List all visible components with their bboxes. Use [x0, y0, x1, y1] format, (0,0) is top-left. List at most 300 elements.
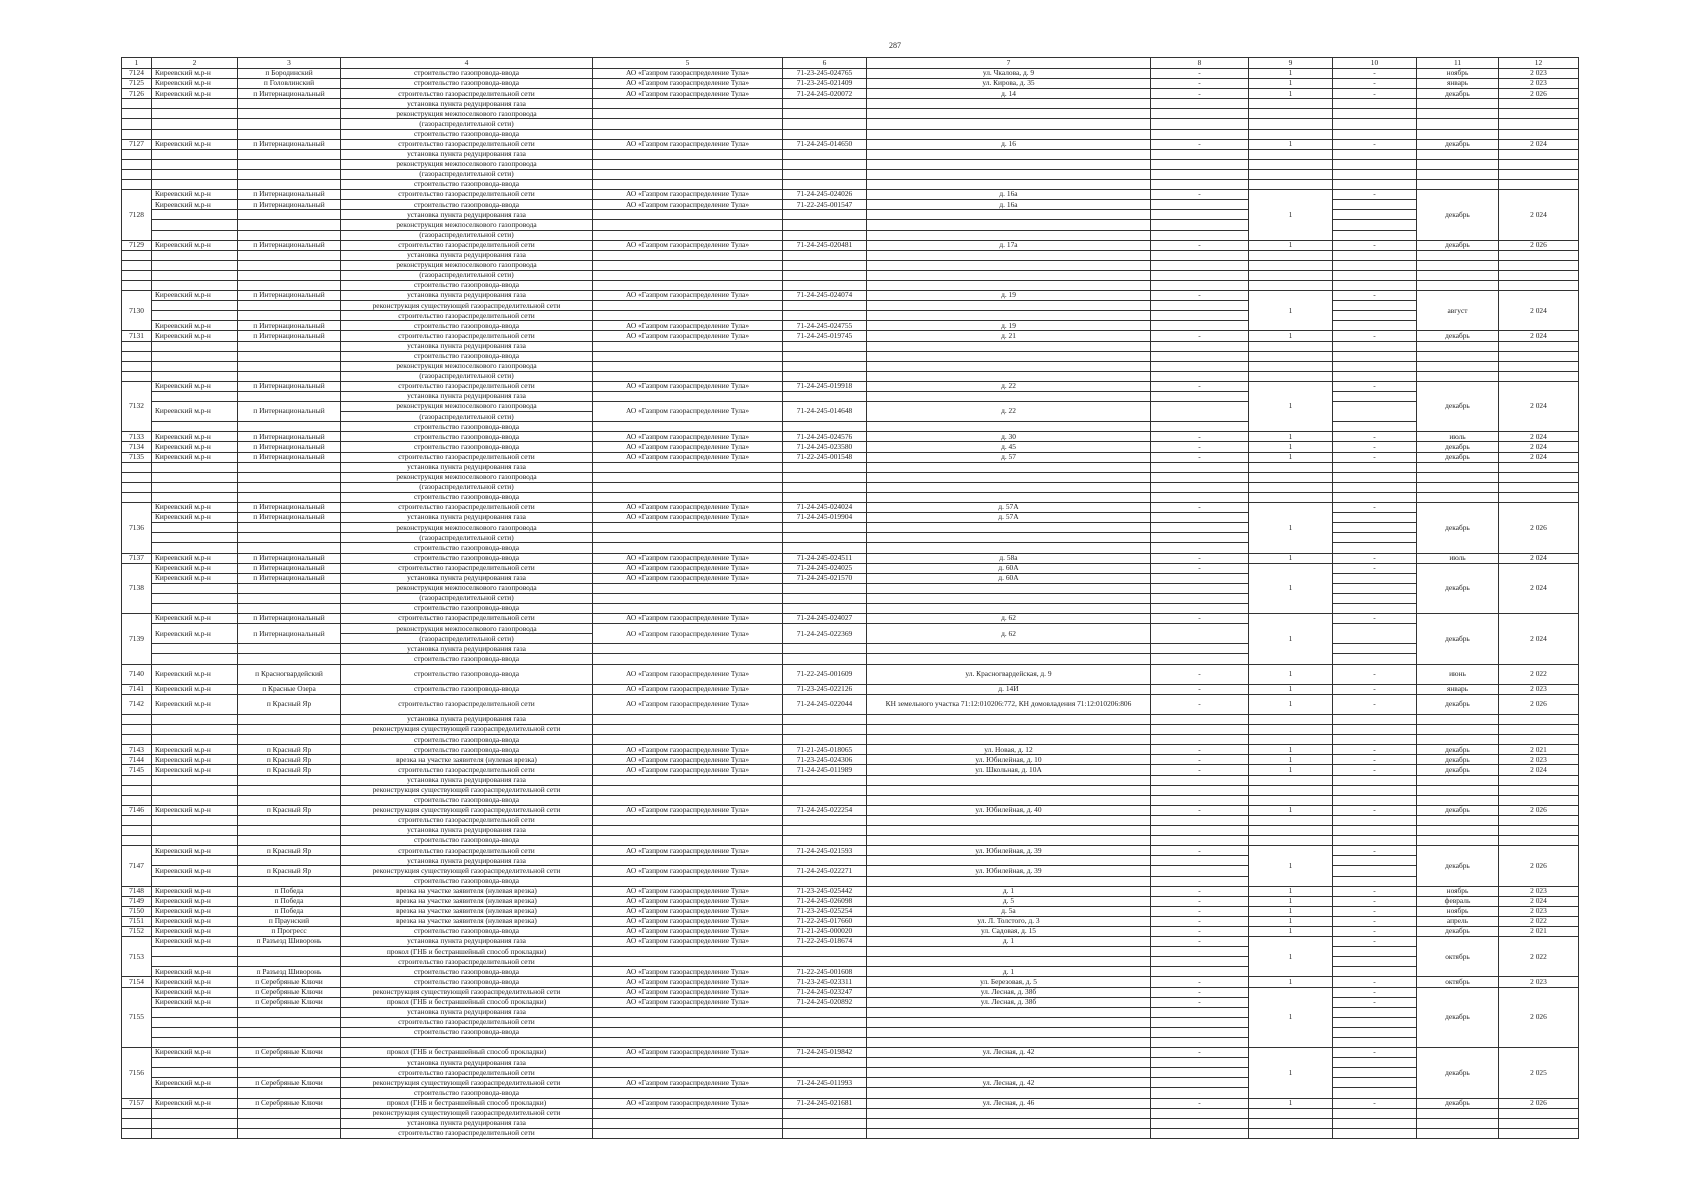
table-row [122, 240, 1579, 250]
table-cell: установка пункта редуцирования газа [341, 99, 593, 109]
table-row [122, 472, 1579, 482]
table-cell [238, 280, 341, 290]
table-cell: декабрь [1417, 987, 1499, 1048]
table-cell: АО «Газпром газораспределение Тула» [593, 977, 783, 987]
table-cell [867, 1118, 1151, 1128]
table-cell: Киреевский м.р-н [152, 755, 238, 765]
table-cell [1151, 876, 1249, 886]
table-cell: АО «Газпром газораспределение Тула» [593, 805, 783, 815]
table-cell [122, 371, 152, 381]
table-cell [783, 775, 867, 785]
table-cell: 2 023 [1499, 684, 1579, 694]
table-cell [593, 462, 783, 472]
table-cell: АО «Газпром газораспределение Тула» [593, 664, 783, 684]
table-cell: - [1333, 442, 1417, 452]
table-cell [783, 119, 867, 129]
table-cell: д. 14 [867, 89, 1151, 99]
table-row [122, 1068, 1579, 1078]
table-cell: - [1333, 997, 1417, 1007]
table-cell [238, 1108, 341, 1118]
table-cell [593, 1027, 783, 1037]
table-cell [152, 149, 238, 159]
table-cell [783, 361, 867, 371]
table-cell: 7133 [122, 432, 152, 442]
table-cell: Киреевский м.р-н [152, 200, 238, 210]
table-cell: Киреевский м.р-н [152, 79, 238, 89]
table-row [122, 159, 1579, 169]
table-cell [238, 836, 341, 846]
table-cell [1151, 99, 1249, 109]
table-cell [1499, 795, 1579, 805]
table-cell [1249, 280, 1333, 290]
table-cell [152, 856, 238, 866]
table-cell: строительство газопровода-ввода [341, 735, 593, 745]
table-row [122, 815, 1579, 825]
table-cell [593, 947, 783, 957]
table-cell: декабрь [1417, 442, 1499, 452]
table-row [122, 967, 1579, 977]
table-row [122, 513, 1579, 523]
table-cell [1333, 1108, 1417, 1118]
table-cell [152, 301, 238, 311]
table-cell: АО «Газпром газораспределение Тула» [593, 1048, 783, 1058]
table-row [122, 896, 1579, 906]
table-cell [1151, 1078, 1249, 1088]
table-cell: д. 1 [867, 886, 1151, 896]
table-cell [783, 1088, 867, 1098]
table-cell [238, 533, 341, 543]
table-cell: - [1151, 381, 1249, 391]
table-cell: строительство газопровода-ввода [341, 543, 593, 553]
table-cell [122, 715, 152, 725]
table-cell: реконструкция существующей газораспределительной сети [341, 805, 593, 815]
table-cell: АО «Газпром газораспределение Тула» [593, 614, 783, 624]
table-cell [238, 735, 341, 745]
table-cell [783, 250, 867, 260]
table-cell [1249, 725, 1333, 735]
table-cell [122, 99, 152, 109]
table-cell: - [1333, 977, 1417, 987]
table-cell [1249, 270, 1333, 280]
table-cell [867, 301, 1151, 311]
table-cell [867, 957, 1151, 967]
table-cell: строительство газопровода-ввода [341, 422, 593, 432]
table-cell: строительство газопровода-ввода [341, 79, 593, 89]
table-row [122, 977, 1579, 987]
table-cell: строительство газораспределительной сети [341, 452, 593, 462]
table-cell [152, 392, 238, 402]
table-row [122, 392, 1579, 402]
table-cell [1151, 644, 1249, 654]
table-cell: 2 024 [1499, 190, 1579, 240]
table-cell: - [1151, 89, 1249, 99]
table-cell: п Интернациональный [238, 513, 341, 523]
table-cell [238, 230, 341, 240]
table-cell: Киреевский м.р-н [152, 805, 238, 815]
table-cell [1151, 280, 1249, 290]
table-row [122, 523, 1579, 533]
table-cell [1249, 1118, 1333, 1128]
table-cell: 2 023 [1499, 886, 1579, 896]
table-row [122, 1098, 1579, 1108]
table-cell [1499, 815, 1579, 825]
table-cell: 1 [1249, 896, 1333, 906]
table-cell: 2 023 [1499, 755, 1579, 765]
table-cell: строительство газораспределительной сети [341, 331, 593, 341]
table-cell [1151, 230, 1249, 240]
table-row [122, 99, 1579, 109]
table-cell [238, 210, 341, 220]
table-cell [1417, 715, 1499, 725]
table-cell [1333, 715, 1417, 725]
table-cell: - [1333, 614, 1417, 624]
table-cell [1333, 523, 1417, 533]
table-cell [152, 260, 238, 270]
table-cell [1333, 200, 1417, 210]
table-cell [867, 392, 1151, 402]
table-cell [593, 361, 783, 371]
table-cell: п Победа [238, 896, 341, 906]
table-cell [1333, 1017, 1417, 1027]
table-cell: - [1333, 381, 1417, 391]
table-cell [238, 785, 341, 795]
table-cell [867, 856, 1151, 866]
table-cell [867, 1088, 1151, 1098]
table-cell: д. 19 [867, 291, 1151, 301]
table-cell [238, 1017, 341, 1027]
table-cell [238, 149, 341, 159]
table-cell: Киреевский м.р-н [152, 402, 238, 422]
table-row [122, 190, 1579, 200]
table-cell [593, 109, 783, 119]
table-cell [238, 815, 341, 825]
table-cell: ул. Лесная, д. 42 [867, 1078, 1151, 1088]
table-cell [593, 1088, 783, 1098]
table-cell [1151, 624, 1249, 644]
table-cell [1417, 462, 1499, 472]
table-cell: АО «Газпром газораспределение Тула» [593, 563, 783, 573]
table-row [122, 715, 1579, 725]
table-row [122, 947, 1579, 957]
table-cell [1417, 826, 1499, 836]
table-cell [593, 1118, 783, 1128]
table-cell: ул. Красногвардейская, д. 9 [867, 664, 1151, 684]
table-cell: 7151 [122, 916, 152, 926]
table-cell: д. 16а [867, 200, 1151, 210]
table-cell: Киреевский м.р-н [152, 139, 238, 149]
table-cell: - [1151, 755, 1249, 765]
table-cell [1333, 654, 1417, 664]
table-cell [1249, 129, 1333, 139]
table-cell: Киреевский м.р-н [152, 926, 238, 936]
table-cell [783, 593, 867, 603]
table-cell [867, 270, 1151, 280]
table-row [122, 846, 1579, 856]
table-cell: реконструкция существующей газораспределительной сети [341, 866, 593, 876]
table-cell: - [1333, 1048, 1417, 1058]
table-cell [152, 1038, 238, 1048]
table-cell [783, 230, 867, 240]
table-cell: 1 [1249, 745, 1333, 755]
table-cell: Киреевский м.р-н [152, 684, 238, 694]
table-row [122, 1007, 1579, 1017]
table-cell: Киреевский м.р-н [152, 967, 238, 977]
table-cell [152, 270, 238, 280]
table-cell [593, 129, 783, 139]
table-cell [1151, 583, 1249, 593]
table-cell: 2 023 [1499, 79, 1579, 89]
table-cell: (газораспределительной сети) [341, 634, 593, 644]
table-cell [1151, 1118, 1249, 1128]
table-cell: - [1151, 896, 1249, 906]
table-cell: п Интернациональный [238, 89, 341, 99]
table-cell [152, 603, 238, 613]
table-cell: 7141 [122, 684, 152, 694]
table-cell [867, 260, 1151, 270]
table-cell [1333, 836, 1417, 846]
table-cell [867, 1068, 1151, 1078]
table-cell [152, 129, 238, 139]
table-cell [783, 260, 867, 270]
table-cell: 71-24-245-023580 [783, 442, 867, 452]
table-cell [238, 109, 341, 119]
table-cell: 71-24-245-024755 [783, 321, 867, 331]
table-cell [867, 947, 1151, 957]
table-cell [1333, 280, 1417, 290]
table-cell: 1 [1249, 684, 1333, 694]
table-cell [122, 280, 152, 290]
table-cell: 1 [1249, 331, 1333, 341]
table-cell: 71-24-245-021593 [783, 846, 867, 856]
table-cell: установка пункта редуцирования газа [341, 573, 593, 583]
table-cell [593, 856, 783, 866]
table-cell [122, 462, 152, 472]
table-cell [593, 725, 783, 735]
table-cell [783, 815, 867, 825]
table-cell: 71-24-245-019918 [783, 381, 867, 391]
table-cell [1499, 1118, 1579, 1128]
table-cell [867, 341, 1151, 351]
table-cell [1333, 119, 1417, 129]
table-cell [783, 533, 867, 543]
table-cell [1333, 169, 1417, 179]
table-cell: Киреевский м.р-н [152, 614, 238, 624]
table-cell [1417, 482, 1499, 492]
table-cell: 2 024 [1499, 765, 1579, 775]
table-cell [867, 1038, 1151, 1048]
table-cell: 1 [1249, 886, 1333, 896]
table-cell: АО «Газпром газораспределение Тула» [593, 926, 783, 936]
table-cell [152, 472, 238, 482]
table-row [122, 664, 1579, 684]
table-cell: АО «Газпром газораспределение Тула» [593, 432, 783, 442]
table-cell: строительство газопровода-ввода [341, 664, 593, 684]
table-cell [783, 1027, 867, 1037]
table-cell [122, 270, 152, 280]
table-cell: ноябрь [1417, 69, 1499, 79]
table-cell: 71-22-245-001548 [783, 452, 867, 462]
table-cell [593, 1108, 783, 1118]
table-cell: 71-23-245-024765 [783, 69, 867, 79]
table-cell: д. 57А [867, 503, 1151, 513]
table-cell: Киреевский м.р-н [152, 89, 238, 99]
table-cell: установка пункта редуцирования газа [341, 715, 593, 725]
table-cell: строительство газопровода-ввода [341, 967, 593, 977]
table-cell [152, 351, 238, 361]
table-cell [1249, 99, 1333, 109]
table-cell: Киреевский м.р-н [152, 331, 238, 341]
table-cell: строительство газопровода-ввода [341, 977, 593, 987]
table-cell [1249, 341, 1333, 351]
table-cell [1151, 725, 1249, 735]
table-cell [238, 654, 341, 664]
table-cell: прокол (ГНБ и бестраншейный способ прокладки) [341, 997, 593, 1007]
table-cell [238, 583, 341, 593]
table-row [122, 442, 1579, 452]
table-cell: - [1333, 79, 1417, 89]
table-cell: п Серебряные Ключи [238, 987, 341, 997]
table-cell: 1 [1249, 1098, 1333, 1108]
table-cell [238, 371, 341, 381]
table-cell [1249, 169, 1333, 179]
table-cell: - [1333, 563, 1417, 573]
table-cell [867, 250, 1151, 260]
table-row [122, 321, 1579, 331]
table-cell [1333, 260, 1417, 270]
table-cell [783, 957, 867, 967]
table-cell [783, 1118, 867, 1128]
table-cell: - [1151, 563, 1249, 573]
table-cell [1417, 129, 1499, 139]
table-cell [1333, 866, 1417, 876]
table-cell [1417, 169, 1499, 179]
table-cell [152, 523, 238, 533]
table-cell [1333, 876, 1417, 886]
table-body [122, 69, 1579, 1139]
table-cell: АО «Газпром газораспределение Тула» [593, 694, 783, 714]
table-cell: п Серебряные Ключи [238, 1078, 341, 1088]
table-cell: Киреевский м.р-н [152, 886, 238, 896]
table-cell: 71-24-245-019745 [783, 331, 867, 341]
table-cell [1249, 361, 1333, 371]
table-cell: - [1151, 805, 1249, 815]
table-cell: 7144 [122, 755, 152, 765]
table-cell: ноябрь [1417, 906, 1499, 916]
table-cell [1499, 775, 1579, 785]
table-cell [122, 351, 152, 361]
table-cell: 71-24-245-023247 [783, 987, 867, 997]
table-cell: - [1333, 937, 1417, 947]
table-row [122, 765, 1579, 775]
table-cell: реконструкция существующей газораспределительной сети [341, 301, 593, 311]
table-cell: АО «Газпром газораспределение Тула» [593, 139, 783, 149]
table-cell [122, 129, 152, 139]
table-cell: строительство газораспределительной сети [341, 765, 593, 775]
table-cell [593, 180, 783, 190]
table-cell [122, 826, 152, 836]
table-cell: - [1333, 331, 1417, 341]
table-cell: д. 16 [867, 139, 1151, 149]
table-cell [783, 462, 867, 472]
table-row [122, 785, 1579, 795]
table-row [122, 169, 1579, 179]
table-cell: д. 30 [867, 432, 1151, 442]
table-cell: Киреевский м.р-н [152, 240, 238, 250]
table-cell: - [1151, 69, 1249, 79]
table-cell: п Серебряные Ключи [238, 1098, 341, 1108]
table-cell: д. 57 [867, 452, 1151, 462]
table-cell [238, 725, 341, 735]
table-row [122, 755, 1579, 765]
table-cell [593, 220, 783, 230]
table-cell: п Разъезд Шиворонь [238, 967, 341, 977]
table-cell: Киреевский м.р-н [152, 906, 238, 916]
column-header-9: 9 [1249, 58, 1333, 69]
table-cell: 1 [1249, 614, 1333, 664]
table-cell [783, 392, 867, 402]
table-cell [867, 603, 1151, 613]
table-cell: д. 16а [867, 190, 1151, 200]
table-cell [783, 795, 867, 805]
table-cell [152, 725, 238, 735]
table-cell [1333, 361, 1417, 371]
table-cell [1333, 856, 1417, 866]
table-cell [593, 957, 783, 967]
table-cell [152, 119, 238, 129]
table-cell [1151, 260, 1249, 270]
table-cell [1333, 129, 1417, 139]
column-number-header-row [122, 58, 1579, 69]
table-cell [122, 836, 152, 846]
table-cell: п Интернациональный [238, 432, 341, 442]
table-cell: Киреевский м.р-н [152, 563, 238, 573]
table-cell [1151, 250, 1249, 260]
table-row [122, 1017, 1579, 1027]
table-cell: - [1333, 69, 1417, 79]
table-cell [152, 1027, 238, 1037]
table-cell [593, 523, 783, 533]
table-cell: установка пункта редуцирования газа [341, 1118, 593, 1128]
table-cell [238, 169, 341, 179]
column-header-8: 8 [1151, 58, 1249, 69]
table-cell: 7143 [122, 745, 152, 755]
table-cell [867, 311, 1151, 321]
table-cell [1499, 371, 1579, 381]
table-cell [1417, 1108, 1499, 1118]
table-cell: АО «Газпром газораспределение Тула» [593, 745, 783, 755]
table-cell [1151, 149, 1249, 159]
table-cell [1249, 351, 1333, 361]
table-cell: - [1151, 745, 1249, 755]
table-cell [1417, 1128, 1499, 1138]
table-cell: 7148 [122, 886, 152, 896]
table-row [122, 291, 1579, 301]
table-cell [1151, 301, 1249, 311]
table-cell [1249, 836, 1333, 846]
table-cell [122, 341, 152, 351]
table-cell [1249, 1128, 1333, 1138]
table-cell [867, 169, 1151, 179]
table-cell: 1 [1249, 926, 1333, 936]
table-cell [1249, 492, 1333, 502]
table-cell [1151, 1038, 1249, 1048]
table-cell [238, 1027, 341, 1037]
table-cell [1249, 482, 1333, 492]
table-cell: - [1333, 684, 1417, 694]
table-cell [867, 129, 1151, 139]
table-row [122, 826, 1579, 836]
table-cell [238, 1038, 341, 1048]
